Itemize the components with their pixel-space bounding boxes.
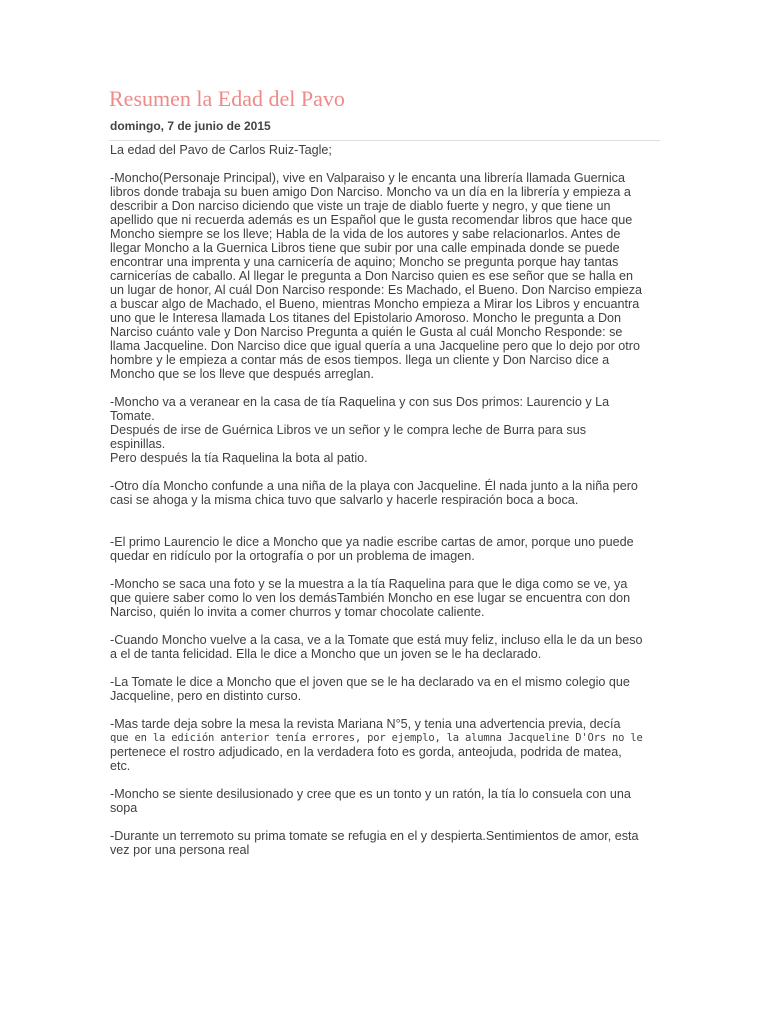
- text-line: hombre y le empieza a contar más de esos tiempos. llega un cliente y Don Narciso dice a: [110, 353, 610, 367]
- text-line: Moncho que se los lleve que después arreglan.: [110, 367, 374, 381]
- text-line: vez por una persona real: [110, 843, 250, 857]
- text-line: -Moncho(Personaje Principal), vive en Valparaiso y le encanta una librería llamada Guernica: [110, 171, 625, 185]
- post-title[interactable]: Resumen la Edad del Pavo: [109, 86, 345, 111]
- text-line: -Moncho se saca una foto y se la muestra a la tía Raquelina para que le diga como se ve, ya: [110, 577, 628, 591]
- text-line: -Mas tarde deja sobre la mesa la revista Mariana N°5, y tenia una advertencia previa, decía: [110, 717, 621, 731]
- text-line: a buscar algo de Machado, el Bueno, mientras Moncho empieza a Mirar los Libros y encuantra: [110, 297, 640, 311]
- text-line: a el de tanta felicidad. Ella le dice a Moncho que un joven se le ha declarado.: [110, 647, 542, 661]
- paragraph-8: [110, 717, 660, 773]
- text-line: casi se ahoga y la misma chica tuvo que salvarlo y hacerle respiración boca a boca.: [110, 493, 579, 507]
- text-line: -Durante un terremoto su prima tomate se refugia en el y despierta.Sentimientos de amor, esta: [110, 829, 639, 843]
- blank-line: [110, 521, 660, 535]
- intro-paragraph: [110, 143, 660, 157]
- text-line: etc.: [110, 759, 131, 773]
- text-line: uno que le Interesa llamada Los titanes del Epistolario Amoroso. Moncho le pregunta a Don: [110, 311, 622, 325]
- text-line: Moncho siempre se los lleve; Habla de la vida de los autores y sabe relacionarlos. Antes de: [110, 227, 621, 241]
- post-date: domingo, 7 de junio de 2015: [110, 119, 271, 133]
- text-line: -El primo Laurencio le dice a Moncho que ya nadie escribe cartas de amor, porque uno puede: [110, 535, 634, 549]
- text-line: -Moncho se siente desilusionado y cree que es un tonto y un ratón, la tía lo consuela con una: [110, 787, 631, 801]
- text-line-mono: que en la edición anterior tenía errores, por ejemplo, la alumna Jacqueline D'Ors no le: [110, 732, 643, 744]
- text-line: encontrar una imprenta y una carnicería de aquino; Moncho se pregunta porque hay tantas: [110, 255, 619, 269]
- text-line: Jacqueline, pero en distinto curso.: [110, 689, 302, 703]
- text-line: pertenece el rostro adjudicado, en la verdadera foto es gorda, anteojuda, podrida de matea,: [110, 745, 622, 759]
- text-line: un lugar de honor, Al cuál Don Narciso responde: Es Machado, el Bueno. Don Narciso empieza: [110, 283, 643, 297]
- text-line: Narciso, quién lo invita a comer churros y tomar chocolate caliente.: [110, 605, 485, 619]
- paragraph-10: [110, 829, 660, 857]
- paragraph-3: [110, 479, 660, 507]
- blog-post: [109, 86, 660, 871]
- paragraph-5: [110, 577, 660, 619]
- text-line: Narciso cuánto vale y Don Narciso Pregunta a quién le Gusta al cuál Moncho Responde: se: [110, 325, 623, 339]
- text-line: espinillas.: [110, 437, 166, 451]
- paragraph-2: [110, 395, 660, 465]
- intro-line: La edad del Pavo de Carlos Ruiz-Tagle;: [110, 143, 332, 157]
- paragraph-9: [110, 787, 660, 815]
- text-line: Tomate.: [110, 409, 155, 423]
- text-line: llegar Moncho a la Guernica Libros tiene que subir por una calle empinada donde se puede: [110, 241, 620, 255]
- text-line: Pero después la tía Raquelina la bota al patio.: [110, 451, 368, 465]
- divider: [109, 140, 660, 141]
- text-line: quedar en ridículo por la ortografía o por un problema de imagen.: [110, 549, 475, 563]
- paragraph-7: [110, 675, 660, 703]
- post-body: [110, 143, 660, 857]
- paragraph-1: [110, 171, 660, 381]
- paragraph-6: [110, 633, 660, 661]
- text-line: carnicerías de caballo. Al llegar le pregunta a Don Narciso quien es ese señor que se halla en: [110, 269, 633, 283]
- text-line: Después de irse de Guérnica Libros ve un señor y le compra leche de Burra para sus: [110, 423, 587, 437]
- text-line: -Cuando Moncho vuelve a la casa, ve a la Tomate que está muy feliz, incluso ella le da un beso: [110, 633, 643, 647]
- text-line: -La Tomate le dice a Moncho que el joven que se le ha declarado va en el mismo colegio que: [110, 675, 630, 689]
- paragraph-4: [110, 535, 660, 563]
- text-line: que quiere saber como lo ven los demásTambién Moncho en ese lugar se encuentra con don: [110, 591, 631, 605]
- text-line: llama Jacqueline. Don Narciso dice que igual quería a una Jacqueline pero que lo dejo por otro: [110, 339, 640, 353]
- text-line: sopa: [110, 801, 138, 815]
- text-line: -Moncho va a veranear en la casa de tía Raquelina y con sus Dos primos: Laurencio y La: [110, 395, 610, 409]
- text-line: describir a Don narciso diciendo que viste un traje de diablo fuerte y negro, y que tiene un: [110, 199, 611, 213]
- text-line: libros donde trabaja su buen amigo Don Narciso. Moncho va un día en la librería y empieza a: [110, 185, 631, 199]
- text-line: apellido que ni recuerda además es un Español que le gusta recomendar libros que hace que: [110, 213, 633, 227]
- text-line: -Otro día Moncho confunde a una niña de la playa con Jacqueline. Él nada junto a la niña pero: [110, 479, 638, 493]
